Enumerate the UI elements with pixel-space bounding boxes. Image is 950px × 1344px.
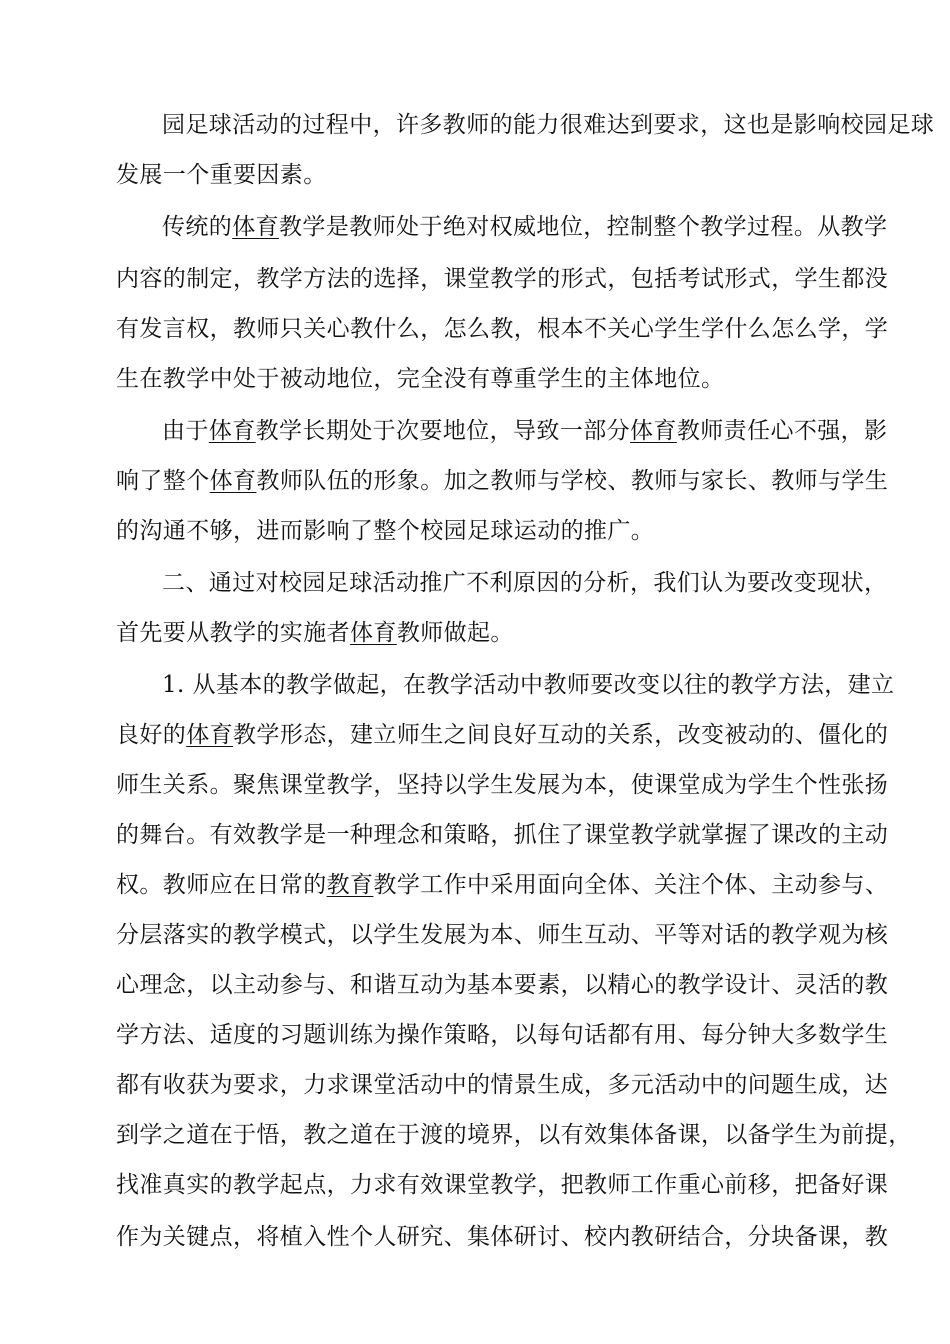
text-line: [116, 770, 888, 800]
text-line: [116, 1120, 912, 1150]
text-segment: 响了整个: [116, 468, 210, 494]
text-segment: 教师做起。: [396, 620, 514, 646]
text-line: [116, 618, 514, 648]
underlined-term: 体育: [232, 214, 280, 240]
text-line: [116, 264, 888, 294]
text-segment: 找准真实的教学起点，力求有效课堂教学，把教师工作重心前移，把备好课: [116, 1172, 889, 1198]
text-segment: 到学之道在于悟，教之道在于渡的境界，以有效集体备课，以备学生为前提，: [116, 1122, 912, 1148]
text-segment: 内容的制定，教学方法的选择，课堂教学的形式，包括考试形式，学生都没: [116, 266, 889, 292]
text-segment: 教学是教师处于绝对权威地位，控制整个教学过程。从教学: [279, 214, 888, 240]
text-segment: 师生关系。聚焦课堂教学，坚持以学生发展为本，使课堂成为学生个性张扬: [116, 772, 889, 798]
text-line: [116, 870, 888, 900]
text-line: [162, 416, 887, 446]
text-line: [116, 1222, 888, 1252]
underlined-term: 体育: [186, 722, 234, 748]
text-segment: 二、通过对校园足球活动推广不利原因的分析，我们认为要改变现状，: [162, 570, 888, 596]
text-line: [116, 160, 327, 190]
text-line: [116, 920, 888, 950]
underlined-term: 体育: [208, 418, 256, 444]
text-segment: 权。教师应在日常的: [116, 872, 327, 898]
text-segment: 传统的: [162, 214, 233, 240]
text-segment: 的舞台。有效教学是一种理念和策略，抓住了课堂教学就掌握了课改的主动: [116, 822, 889, 848]
text-segment: 的沟通不够，进而影响了整个校园足球运动的推广。: [116, 518, 655, 544]
underlined-term: 体育: [630, 418, 677, 444]
text-segment: 良好的: [116, 722, 187, 748]
text-line: [116, 466, 888, 496]
text-segment: 发展一个重要因素。: [116, 162, 327, 188]
text-segment: 有发言权，教师只关心教什么，怎么教，根本不关心学生学什么怎么学，学: [116, 316, 889, 342]
text-line: [162, 110, 934, 140]
text-segment: 由于: [162, 418, 209, 444]
text-segment: 都有收获为要求，力求课堂活动中的情景生成，多元活动中的问题生成，达: [116, 1072, 889, 1098]
text-line: [116, 1020, 888, 1050]
text-line: [162, 212, 887, 242]
text-segment: 心理念，以主动参与、和谐互动为基本要素，以精心的教学设计、灵活的教: [116, 972, 889, 998]
text-line: [162, 670, 894, 700]
text-segment: 教学工作中采用面向全体、关注个体、主动参与、: [373, 872, 889, 898]
text-segment: 生在教学中处于被动地位，完全没有尊重学生的主体地位。: [116, 366, 725, 392]
text-segment: 首先要从教学的实施者: [116, 620, 350, 646]
text-line: [116, 364, 724, 394]
text-line: [116, 1070, 888, 1100]
text-segment: 教学形态，建立师生之间良好互动的关系，改变被动的、僵化的: [233, 722, 889, 748]
text-line: [116, 820, 888, 850]
underlined-term: 体育: [350, 620, 397, 646]
text-line: [116, 1170, 888, 1200]
text-segment: 教师队伍的形象。加之教师与学校、教师与家长、教师与学生: [256, 468, 889, 494]
text-line: [116, 970, 888, 1000]
text-segment: 1. 从基本的教学做起，在教学活动中教师要改变以往的教学方法，建立: [162, 672, 895, 698]
text-segment: 作为关键点，将植入性个人研究、集体研讨、校内教研结合，分块备课，教: [116, 1224, 889, 1250]
text-line: [116, 720, 888, 750]
text-segment: 园足球活动的过程中，许多教师的能力很难达到要求，这也是影响校园足球: [162, 112, 935, 138]
text-segment: 分层落实的教学模式，以学生发展为本、师生互动、平等对话的教学观为核: [116, 922, 889, 948]
text-line: [116, 516, 654, 546]
text-line: [116, 314, 888, 344]
text-line: [162, 568, 887, 598]
text-segment: 教学长期处于次要地位，导致一部分: [255, 418, 631, 444]
underlined-term: 体育: [209, 468, 257, 494]
text-segment: 学方法、适度的习题训练为操作策略，以每句话都有用、每分钟大多数学生: [116, 1022, 889, 1048]
underlined-term: 教育: [326, 872, 374, 898]
text-segment: 教师责任心不强，影: [676, 418, 888, 444]
